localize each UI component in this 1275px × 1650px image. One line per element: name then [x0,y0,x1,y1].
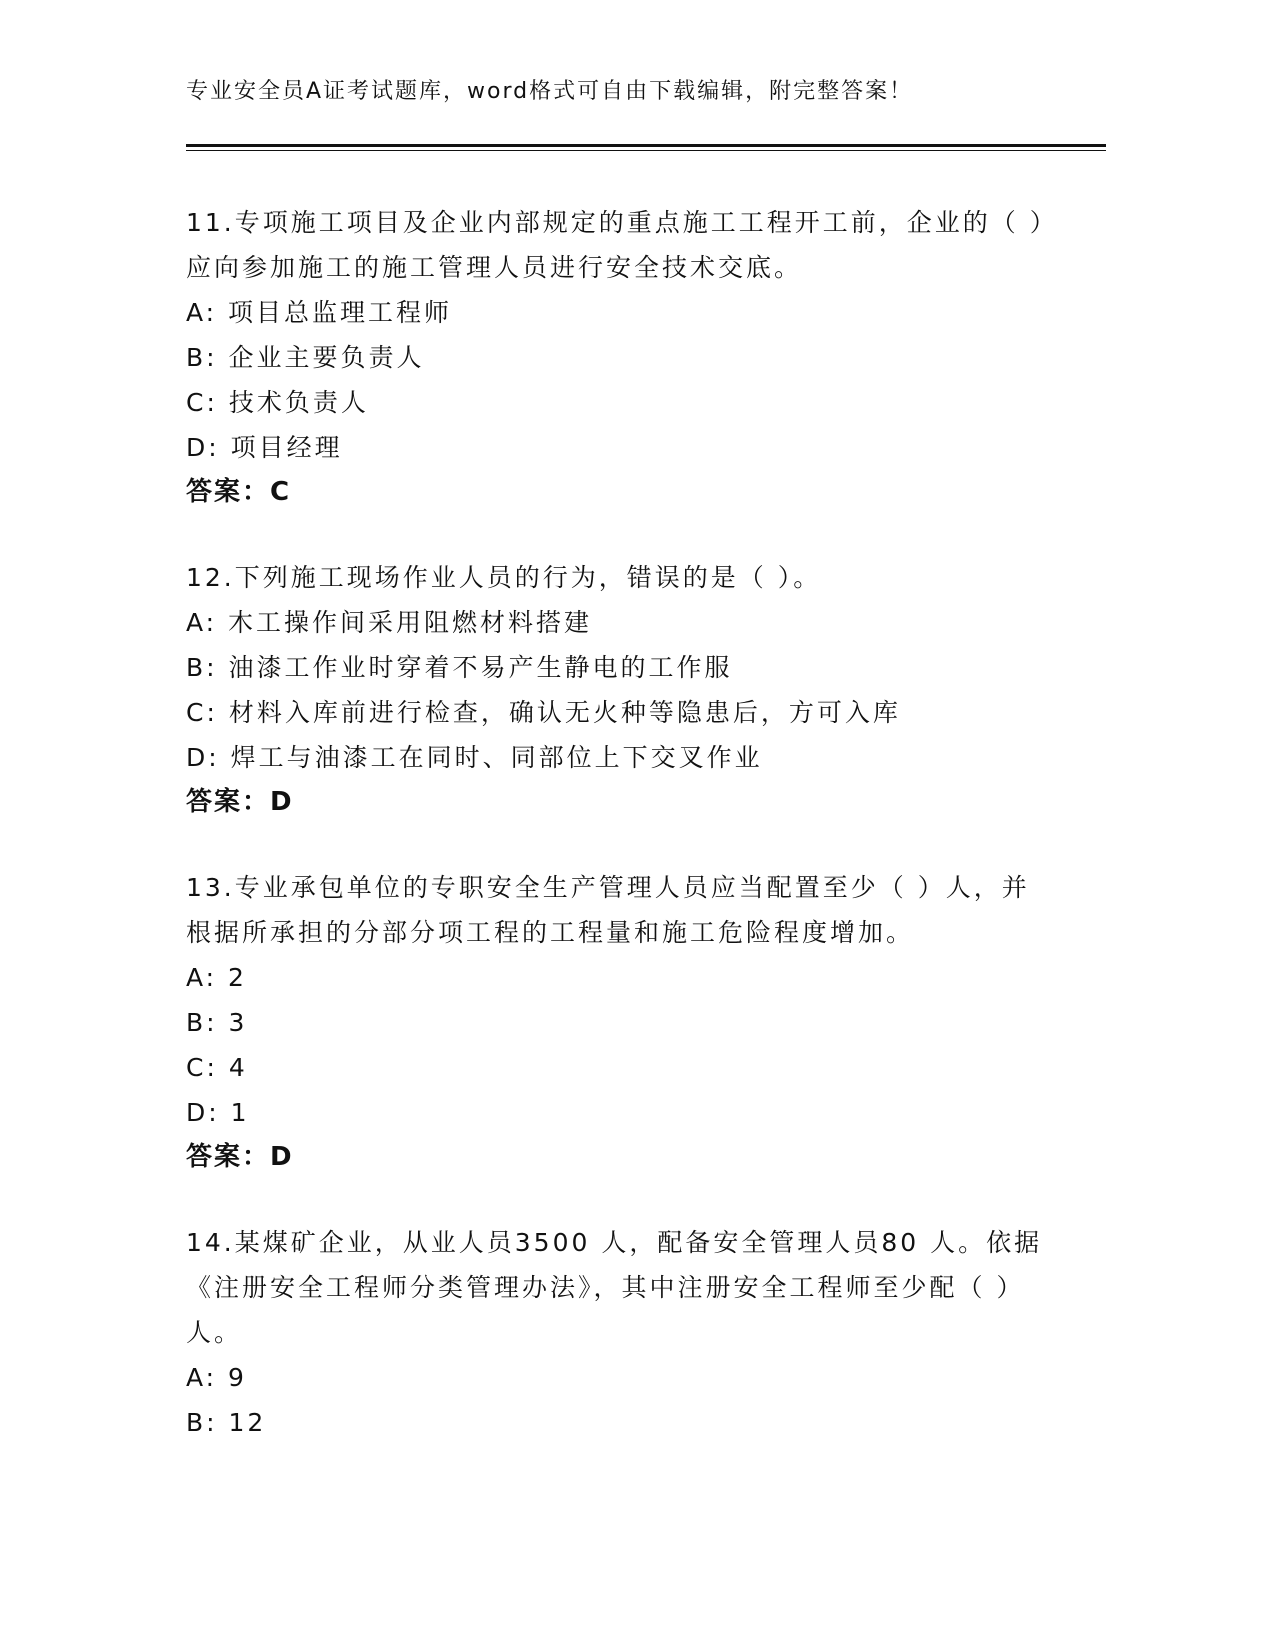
answer-text: 答案：C [186,477,292,507]
question-stem: 13.专业承包单位的专职安全生产管理人员应当配置至少（ ）人，并根据所承担的分部分项工程的工程量和施工危险程度增加。 [186,873,1030,947]
question-list [186,200,1056,1485]
option-b: B: 12 [186,1408,267,1437]
header-rule-thick [186,144,1106,147]
question-stem: 14.某煤矿企业，从业人员3500 人，配备安全管理人员80 人。依据《注册安全工程师分类管理办法》，其中注册安全工程师至少配（ ）人。 [186,1228,1043,1347]
option-a: A: 2 [186,963,247,992]
question-11 [186,200,1056,515]
question-stem: 11.专项施工项目及企业内部规定的重点施工工程开工前，企业的（ ）应向参加施工的施工管理人员进行安全技术交底。 [186,208,1046,282]
header-rule-thin [186,150,1106,151]
question-14 [186,1220,1056,1445]
option-b: B: 企业主要负责人 [186,343,425,372]
option-a: A: 项目总监理工程师 [186,298,453,327]
option-c: C: 4 [186,1053,248,1082]
question-12 [186,555,1056,825]
question-13 [186,865,1056,1180]
option-d: D: 1 [186,1098,250,1127]
option-d: D: 焊工与油漆工在同时、同部位上下交叉作业 [186,743,763,772]
option-a: A: 木工操作间采用阻燃材料搭建 [186,608,593,637]
option-a: A: 9 [186,1363,247,1392]
option-b: B: 油漆工作业时穿着不易产生静电的工作服 [186,653,733,682]
answer-text: 答案：D [186,1142,294,1172]
option-b: B: 3 [186,1008,248,1037]
option-c: C: 技术负责人 [186,388,369,417]
answer-text: 答案：D [186,787,294,817]
option-c: C: 材料入库前进行检查，确认无火种等隐患后，方可入库 [186,698,901,727]
question-stem: 12.下列施工现场作业人员的行为，错误的是（ ）。 [186,563,822,592]
document-header: 专业安全员A证考试题库，word格式可自由下载编辑，附完整答案！ [186,79,914,104]
option-d: D: 项目经理 [186,433,343,462]
